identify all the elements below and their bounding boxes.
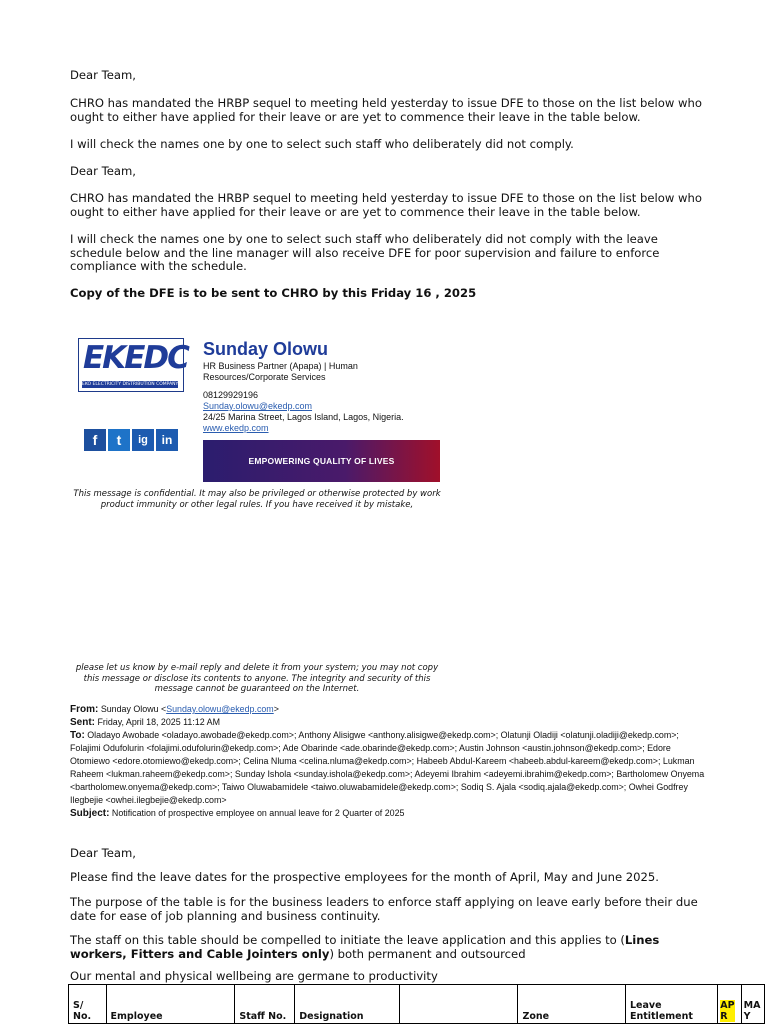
col-employee: Employee (106, 985, 235, 1024)
sent-value: Friday, April 18, 2025 11:12 AM (97, 717, 220, 727)
instagram-glyph: ig (138, 434, 148, 446)
greeting-2: Dear Team, (70, 164, 136, 178)
to-label: To: (70, 730, 85, 741)
col-blank (399, 985, 518, 1024)
leave-table-header-row (69, 985, 765, 1024)
sent-label: Sent: (70, 717, 95, 728)
leave-table (68, 984, 765, 1024)
intro-paragraph-3: CHRO has mandated the HRBP sequel to meeting held yesterday to issue DFE to those on the list below who ought to either have applied for their leave or are yet to commence their leave in the table below. (70, 191, 702, 219)
col-leave-entitlement: Leave Entitlement (625, 985, 717, 1024)
subject-label: Subject: (70, 808, 110, 819)
signature-name: Sunday Olowu (203, 339, 329, 359)
dfe-deadline: Copy of the DFE is to be sent to CHRO by this Friday 16 , 2025 (70, 286, 477, 300)
signature-phone: 08129929196 (203, 390, 259, 400)
to-row (70, 729, 710, 807)
logo-subtext: EKO ELECTRICITY DISTRIBUTION COMPANY (82, 382, 178, 387)
linkedin-icon[interactable] (156, 429, 178, 451)
intro-paragraph-4: I will check the names one by one to select such staff who deliberately did not comply with the leave schedule below and the line manager will also receive DFE for poor supervision and failure to enforce compliance with the schedule. (70, 232, 660, 274)
signature-role-1: HR Business Partner (Apapa) | Human (203, 361, 358, 371)
signature-address: 24/25 Marina Street, Lagos Island, Lagos, Nigeria. (203, 412, 404, 422)
sent-row (70, 716, 710, 729)
twitter-icon[interactable] (108, 429, 130, 451)
disclaimer-part-1: This message is confidential. It may also be privileged or otherwise protected by work product immunity or other legal rules. If you have received it by mistake, (73, 489, 441, 510)
slogan-banner: EMPOWERING QUALITY OF LIVES (203, 440, 440, 482)
signature-role-2: Resources/Corporate Services (203, 372, 326, 382)
col-apr-label: AP R (720, 1000, 735, 1022)
col-zone: Zone (518, 985, 626, 1024)
company-logo (78, 338, 188, 392)
subject-value: Notification of prospective employee on annual leave for 2 Quarter of 2025 (111, 808, 405, 818)
from-email-link[interactable]: Sunday.olowu@ekedp.com (166, 704, 274, 714)
body-greeting: Dear Team, (70, 846, 136, 860)
body-paragraph-1: Please find the leave dates for the prospective employees for the month of April, May and June 2025. (70, 870, 659, 884)
intro-paragraph-1: CHRO has mandated the HRBP sequel to meeting held yesterday to issue DFE to those on the list below who ought to either have applied for their leave or are yet to commence their leave in the table below. (70, 96, 702, 124)
from-row: From: Sunday Olowu <Sunday.olowu@ekedp.com> (70, 704, 279, 715)
email-header (70, 703, 710, 820)
col-staff-no: Staff No. (235, 985, 295, 1024)
twitter-glyph: t (116, 432, 122, 448)
signature-website-link[interactable]: www.ekedp.com (203, 423, 269, 433)
disclaimer-part-2: please let us know by e-mail reply and delete it from your system; you may not copy this message or disclose its contents to anyone. The integrity and security of this message cannot be guaranteed on the Internet. (75, 663, 439, 694)
intro-paragraph-2: I will check the names one by one to select such staff who deliberately did not comply. (70, 137, 574, 151)
col-sno: S/ No. (69, 985, 107, 1024)
instagram-icon[interactable] (132, 429, 154, 451)
facebook-icon[interactable] (84, 429, 106, 451)
linkedin-glyph: in (161, 433, 173, 447)
from-name: Sunday Olowu < (100, 704, 167, 714)
body-paragraph-3-emphasis: Lines workers, Fitters and Cable Jointers only (70, 933, 660, 961)
facebook-glyph: f (92, 432, 98, 448)
from-label: From: (70, 704, 99, 715)
to-recipients: Oladayo Awobade <oladayo.awobade@ekedp.com>; Anthony Alisigwe <anthony.alisigwe@ekedp.com>; Olatunji Oladiji <olatunji.oladiji@ekedp.com>; Folajimi Odufolurin <folajimi.odufolurin@ekedp.com>; Ade Obarinde <ade.obarinde@ekedp.com>; Austin Johnson <austin.johnson@ekedp.com>; Edore Otomiewo <edore.otomiewo@ekedp.com>; Celina Nluma <celina.nluma@ekedp.com>; Habeeb Abdul-Kareem <habeeb.abdul-kareem@ekedp.com>; Lukman Raheem <lukman.raheem@ekedp.com>; Sunday Ishola <sunday.ishola@ekedp.com>; Adeyemi Ibrahim <adeyemi.ibrahim@ekedp.com>; Bartholomew Onyema <bartholomew.onyema@ekedp.com>; Taiwo Oluwabamidele <taiwo.oluwabamidele@ekedp.com>; Sodiq S. Ajala <sodiq.ajala@ekedp.com>; Owhei Godfrey Ilegbejie <owhei.ilegbejie@ekedp.com> (70, 730, 705, 805)
subject-row (70, 807, 710, 820)
body-paragraph-3-end: ) both permanent and outsourced (329, 946, 526, 961)
signature-email-link[interactable]: Sunday.olowu@ekedp.com (203, 401, 313, 411)
body-paragraph-4: Our mental and physical wellbeing are germane to productivity (70, 969, 438, 983)
body-paragraph-2: The purpose of the table is for the business leaders to enforce staff applying on leave early before their due date for ease of job planning and business continuity. (70, 895, 698, 923)
logo-text: EKEDC (83, 340, 188, 376)
col-designation: Designation (295, 985, 400, 1024)
col-apr (718, 985, 741, 1024)
col-may: MA Y (741, 985, 764, 1024)
greeting-1: Dear Team, (70, 68, 136, 82)
body-paragraph-3 (70, 934, 710, 961)
body-paragraph-3-start: The staff on this table should be compelled to initiate the leave application and this applies to ( (70, 933, 625, 947)
